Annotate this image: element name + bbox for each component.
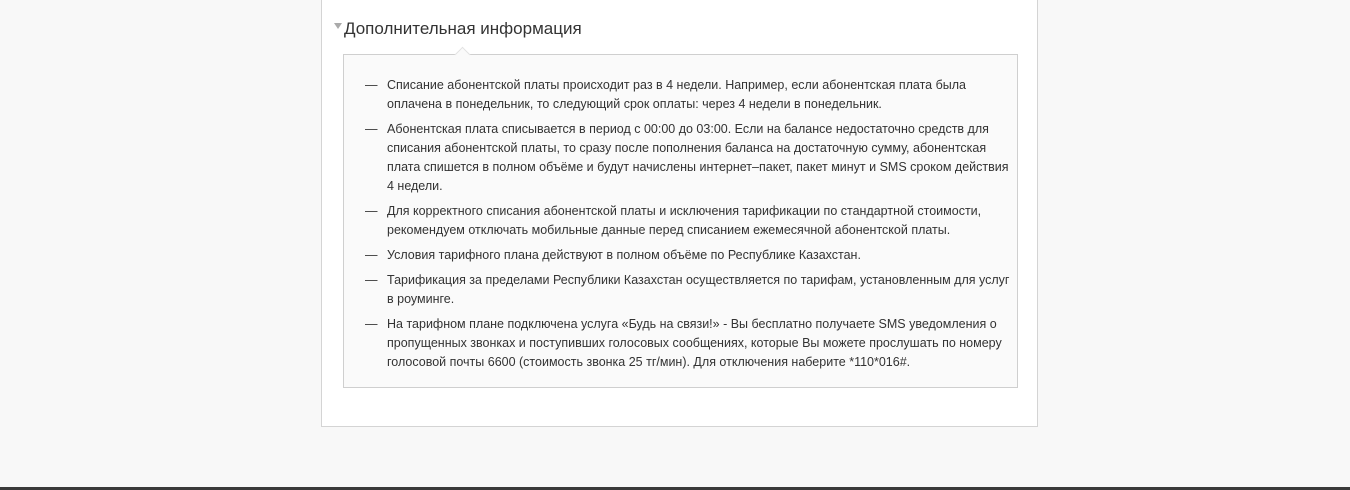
- list-item-text: Для корректного списания абонентской платы и исключения тарификации по стандартной стоимости, рекомендуем отключать мобильные данные перед списанием ежемесячной абонентской платы.: [387, 204, 982, 237]
- list-item: [344, 246, 1017, 265]
- content-panel: [321, 0, 1038, 427]
- dash-bullet: —: [365, 317, 378, 331]
- list-item-text: Списание абонентской платы происходит раз в 4 недели. Например, если абонентская плата была оплачена в понедельник, то следующий срок оплаты: через 4 недели в понедельник.: [387, 78, 966, 111]
- list-item: [344, 120, 1017, 196]
- list-item: [344, 315, 1017, 372]
- info-list: [344, 55, 1017, 372]
- additional-info-toggle[interactable]: [334, 19, 582, 39]
- dash-bullet: —: [365, 204, 378, 218]
- dash-bullet: —: [365, 122, 378, 136]
- section-title: Дополнительная информация: [344, 19, 582, 38]
- list-item: [344, 271, 1017, 309]
- triangle-down-icon: [334, 23, 342, 29]
- additional-info-box: [343, 54, 1018, 388]
- dash-bullet: —: [365, 78, 378, 92]
- list-item: [344, 202, 1017, 240]
- list-item-text: На тарифном плане подключена услуга «Будь на связи!» - Вы бесплатно получаете SMS уведомления о пропущенных звонках и поступивших голосовых сообщениях, которые Вы можете прослушать по номеру голосовой почты 6600 (стоимость звонка 25 тг/мин). Для отключения наберите *110*016#.: [387, 317, 1002, 369]
- list-item-text: Условия тарифного плана действуют в полном объёме по Республике Казахстан.: [387, 248, 861, 262]
- list-item-text: Абонентская плата списывается в период с 00:00 до 03:00. Если на балансе недостаточно средств для списания абонентской платы, то сразу после пополнения баланса на достаточную сумму, абонентская плата спишется в полном объёме и будут начислены интернет–пакет, пакет минут и SMS сроком действия 4 недели.: [387, 122, 1009, 193]
- dash-bullet: —: [365, 248, 378, 262]
- list-item-text: Тарификация за пределами Республики Казахстан осуществляется по тарифам, установленным для услуг в роуминге.: [387, 273, 1010, 306]
- dash-bullet: —: [365, 273, 378, 287]
- list-item: [344, 76, 1017, 114]
